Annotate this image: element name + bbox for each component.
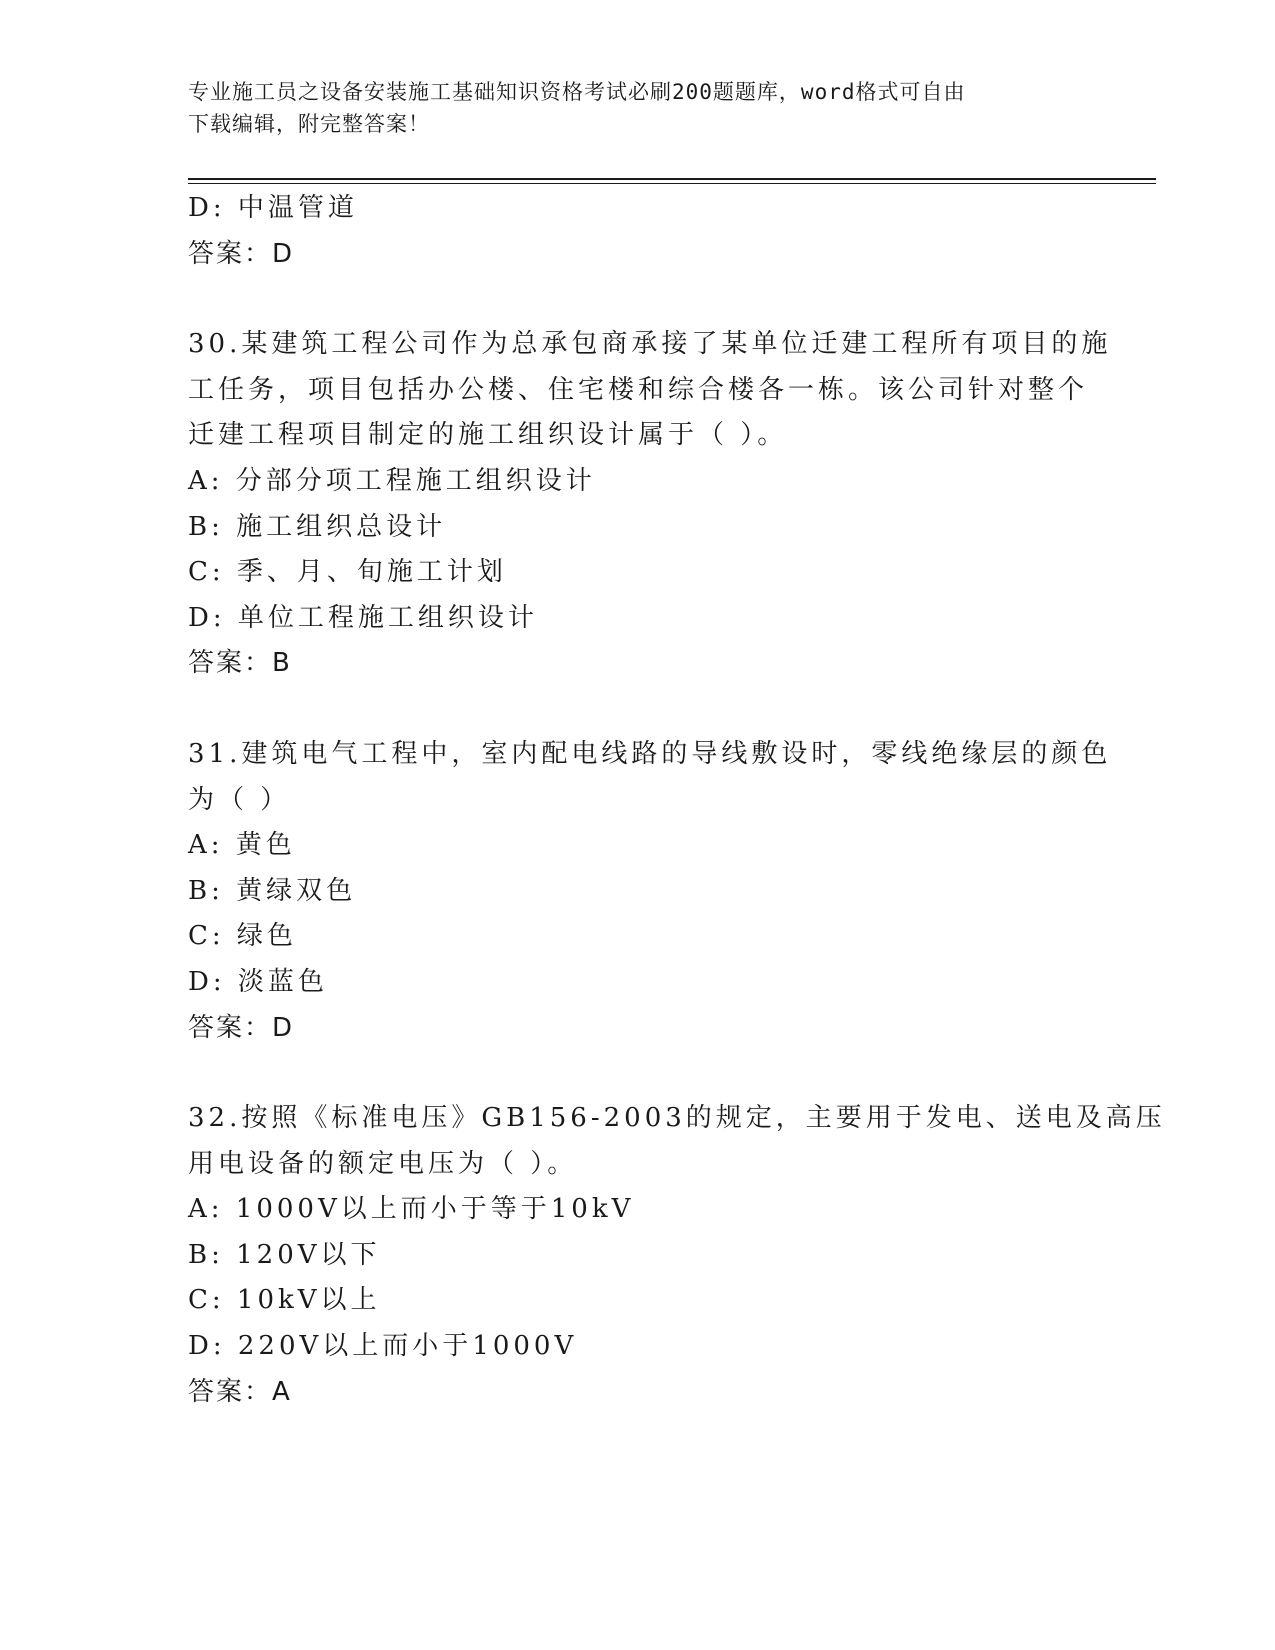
answer-line: 答案：A — [188, 1376, 292, 1407]
option-d: D: 中温管道 — [188, 193, 358, 223]
option-b: B: 黄绿双色 — [188, 875, 357, 906]
spacer — [188, 1051, 1088, 1096]
header-line-1: 专业施工员之设备安装施工基础知识资格考试必刷200题题库，word格式可自由 — [188, 80, 966, 104]
question-30 — [188, 322, 1112, 687]
option-c: C: 绿色 — [188, 921, 297, 952]
question-stem-line: 用电设备的额定电压为（ ）。 — [188, 1148, 578, 1179]
option-d: D: 单位工程施工组织设计 — [188, 602, 538, 633]
option-d: D: 220V以上而小于1000V — [188, 1331, 578, 1362]
option-b: B: 施工组织总设计 — [188, 511, 447, 542]
answer-line: 答案：B — [188, 648, 292, 679]
question-stem-line: 31.建筑电气工程中，室内配电线路的导线敷设时，零线绝缘层的颜色 — [188, 738, 1112, 769]
previous-question-tail — [188, 186, 1088, 277]
question-stem-line: 为（ ） — [188, 784, 291, 815]
option-d: D: 淡蓝色 — [188, 966, 328, 997]
question-list — [188, 186, 1166, 1415]
question-stem-line: 30.某建筑工程公司作为总承包商承接了某单位迁建工程所有项目的施 — [188, 329, 1112, 360]
header-divider-thick — [188, 178, 1156, 180]
header-divider-thin — [188, 183, 1156, 184]
question-31 — [188, 732, 1112, 1051]
option-a: A: 分部分项工程施工组织设计 — [188, 465, 596, 496]
option-c: C: 季、月、旬施工计划 — [188, 557, 507, 588]
option-a: A: 1000V以上而小于等于10kV — [188, 1194, 635, 1225]
question-32 — [188, 1096, 1166, 1415]
question-stem-line: 32.按照《标准电压》GB156-2003的规定，主要用于发电、送电及高压 — [188, 1103, 1166, 1134]
option-b: B: 120V以下 — [188, 1239, 381, 1270]
option-c: C: 10kV以上 — [188, 1285, 381, 1316]
question-stem-line: 迁建工程项目制定的施工组织设计属于（ ）。 — [188, 420, 788, 451]
header-line-2: 下载编辑，附完整答案！ — [188, 112, 430, 136]
answer-line: 答案：D — [188, 238, 295, 269]
question-stem-line: 工任务，项目包括办公楼、住宅楼和综合楼各一栋。该公司针对整个 — [188, 374, 1089, 405]
spacer — [188, 277, 1088, 322]
spacer — [188, 687, 1088, 732]
document-header — [188, 76, 1068, 140]
answer-line: 答案：D — [188, 1012, 295, 1043]
option-a: A: 黄色 — [188, 830, 296, 861]
